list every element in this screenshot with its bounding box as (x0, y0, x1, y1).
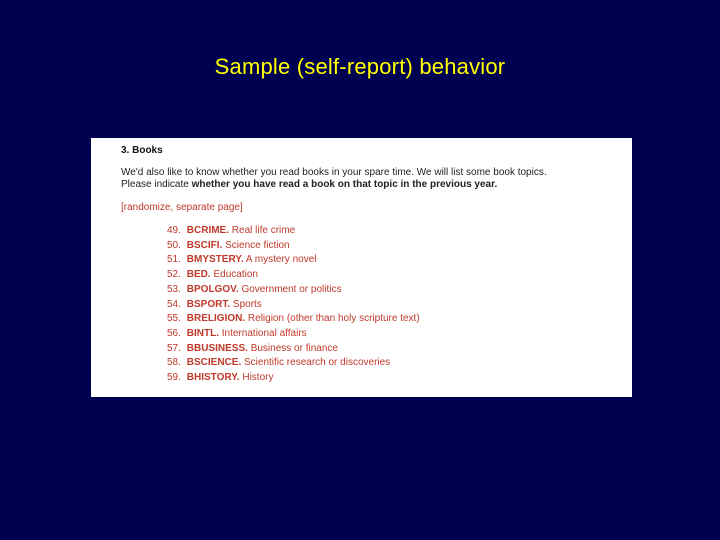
topic-number: 52. (167, 269, 181, 281)
intro-line-1: We'd also like to know whether you read books in your spare time. We will list some book topics. (121, 167, 547, 178)
intro-paragraph (121, 167, 602, 191)
topic-code: BED. (186, 269, 211, 281)
topic-code: BMYSTERY. (186, 254, 244, 266)
topic-number: 59. (167, 372, 181, 384)
topic-label: Science fiction (225, 239, 290, 251)
intro-line-2-emphasis: whether you have read a book on that topic in the previous year. (191, 179, 498, 190)
topic-label: International affairs (221, 327, 307, 339)
slide-title: Sample (self-report) behavior (214, 54, 506, 79)
topic-item (167, 298, 602, 313)
topic-label: A mystery novel (245, 254, 317, 266)
survey-document-panel (91, 138, 632, 397)
topic-item (167, 224, 602, 239)
topic-code: BINTL. (186, 327, 219, 339)
topic-item (167, 371, 602, 386)
topic-number: 51. (167, 254, 181, 266)
topic-code: BCRIME. (186, 225, 230, 236)
topic-number: 57. (167, 342, 181, 354)
book-topic-list (121, 224, 602, 386)
topic-number: 54. (167, 298, 181, 310)
topic-item (167, 283, 602, 298)
topic-label: Education (213, 269, 258, 281)
topic-item (167, 253, 602, 268)
topic-item (167, 239, 602, 254)
topic-label: Scientific research or discoveries (244, 357, 391, 369)
topic-number: 50. (167, 239, 181, 251)
topic-code: BSPORT. (186, 298, 231, 310)
topic-number: 49. (167, 225, 181, 236)
topic-item (167, 342, 602, 357)
topic-number: 55. (167, 313, 181, 325)
topic-number: 56. (167, 327, 181, 339)
topic-label: Government or politics (241, 283, 342, 295)
topic-code: BBUSINESS. (186, 342, 248, 354)
topic-item (167, 327, 602, 342)
topic-code: BHISTORY. (186, 372, 240, 384)
topic-item (167, 356, 602, 371)
topic-code: BPOLGOV. (186, 283, 239, 295)
topic-code: BSCIENCE. (186, 357, 242, 369)
topic-code: BSCIFI. (186, 239, 223, 251)
intro-line-2-prefix: Please indicate (121, 179, 189, 190)
topic-item (167, 268, 602, 283)
topic-label: History (242, 372, 274, 384)
topic-code: BRELIGION. (186, 313, 246, 325)
topic-number: 58. (167, 357, 181, 369)
topic-label: Religion (other than holy scripture text) (247, 313, 420, 325)
topic-label: Sports (232, 298, 262, 310)
topic-number: 53. (167, 283, 181, 295)
section-heading: 3. Books (121, 145, 163, 156)
topic-label: Real life crime (231, 225, 296, 236)
randomize-instruction: [randomize, separate page] (121, 202, 243, 213)
topic-label: Business or finance (250, 342, 338, 354)
topic-item (167, 312, 602, 327)
